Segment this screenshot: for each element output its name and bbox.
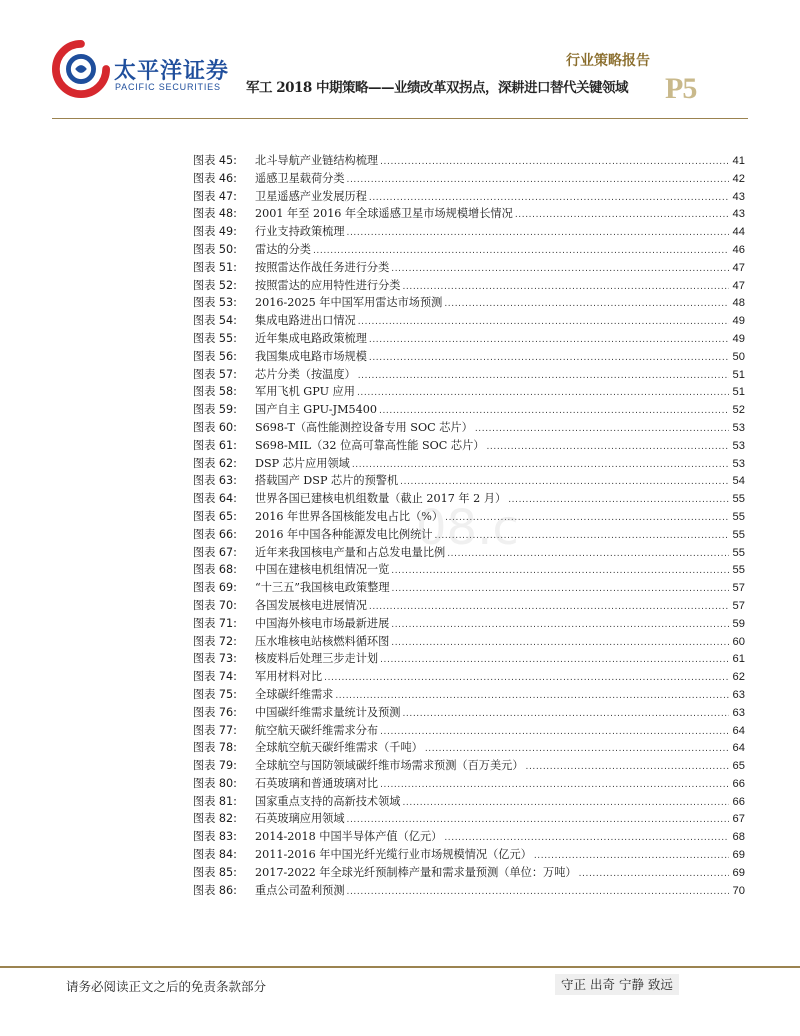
toc-entry-title: 2016 年世界各国核能发电占比（%） — [255, 509, 444, 523]
toc-entry-leader — [347, 884, 729, 902]
header-divider — [52, 118, 748, 119]
toc-entry-label: 图表 81: — [193, 794, 237, 808]
toc-entry-label: 图表 75: — [193, 687, 237, 701]
toc-entry-page: 51 — [732, 386, 745, 399]
toc-entry-page: 47 — [732, 279, 745, 292]
toc-entry-label: 图表 74: — [193, 670, 237, 684]
toc-entry-title: 集成电路进出口情况 — [255, 314, 356, 328]
toc-entry[interactable] — [193, 170, 745, 188]
toc-entry[interactable] — [193, 775, 745, 793]
toc-entry-page: 46 — [732, 243, 745, 256]
toc-entry-page: 49 — [732, 332, 745, 345]
toc-entry-label: 图表 59: — [193, 403, 237, 417]
toc-entry-page: 61 — [732, 653, 745, 666]
toc-entry-title: 各国发展核电进展情况 — [255, 598, 367, 612]
toc-entry-leader — [380, 652, 729, 670]
toc-entry-title: 按照雷达的应用特性进行分类 — [255, 278, 401, 292]
toc-entry-title: 我国集成电路市场规模 — [255, 349, 367, 363]
toc-entry-label: 图表 65: — [193, 509, 237, 523]
toc-entry-label: 图表 53: — [193, 296, 237, 310]
toc-entry-label: 图表 76: — [193, 705, 237, 719]
toc-entry-page: 64 — [732, 724, 745, 737]
toc-entry-page: 55 — [732, 510, 745, 523]
toc-entry-leader — [352, 457, 729, 475]
toc-entry-page: 43 — [732, 208, 745, 221]
toc-entry-label: 图表 67: — [193, 545, 237, 559]
toc-entry-title: 全球碳纤维需求 — [255, 687, 334, 701]
toc-entry[interactable] — [193, 739, 745, 757]
toc-entry[interactable] — [193, 294, 745, 312]
toc-entry-page: 44 — [732, 226, 745, 239]
toc-entry[interactable] — [193, 864, 745, 882]
toc-entry-label: 图表 46: — [193, 171, 237, 185]
toc-entry-title: 近年集成电路政策梳理 — [255, 331, 367, 345]
toc-entry[interactable] — [193, 205, 745, 223]
report-title: 军工 2018 中期策略——业绩改革双拐点，深耕进口替代关键领域 — [246, 80, 628, 96]
toc-entry-label: 图表 50: — [193, 242, 237, 256]
toc-entry-leader — [380, 154, 729, 172]
toc-entry[interactable] — [193, 686, 745, 704]
toc-entry-leader — [515, 207, 729, 225]
toc-entry-leader — [369, 350, 729, 368]
toc-entry-leader — [391, 261, 729, 279]
toc-entry-page: 70 — [732, 884, 745, 897]
toc-entry-label: 图表 79: — [193, 759, 237, 773]
toc-entry-page: 68 — [732, 831, 745, 844]
toc-entry-leader — [347, 225, 729, 243]
watermark: 08.c — [416, 500, 519, 556]
toc-entry-title: 行业支持政策梳理 — [255, 225, 345, 239]
toc-entry-page: 57 — [732, 582, 745, 595]
toc-entry-label: 图表 55: — [193, 331, 237, 345]
toc-entry-label: 图表 72: — [193, 634, 237, 648]
toc-entry-page: 43 — [732, 190, 745, 203]
toc-entry-title: 2001 年至 2016 年全球遥感卫星市场规模增长情况 — [255, 207, 513, 221]
toc-entry-title: 全球航空与国防领域碳纤维市场需求预测（百万美元） — [255, 759, 524, 773]
toc-entry[interactable] — [193, 241, 745, 259]
toc-entry-label: 图表 64: — [193, 492, 237, 506]
toc-entry-leader — [347, 172, 729, 190]
toc-entry-label: 图表 48: — [193, 207, 237, 221]
toc-entry-page: 42 — [732, 172, 745, 185]
toc-entry-label: 图表 51: — [193, 260, 237, 274]
toc-entry-leader — [391, 563, 729, 581]
toc-entry-label: 图表 54: — [193, 314, 237, 328]
toc-entry-page: 53 — [732, 457, 745, 470]
toc-entry-label: 图表 71: — [193, 616, 237, 630]
toc-entry-page: 69 — [732, 849, 745, 862]
toc-entry[interactable] — [193, 437, 745, 455]
toc-entry-title: DSP 芯片应用领域 — [255, 456, 350, 470]
toc-entry-label: 图表 62: — [193, 456, 237, 470]
toc-entry-title: 国产自主 GPU-JM5400 — [255, 403, 377, 417]
toc-entry-leader — [486, 439, 729, 457]
toc-entry[interactable] — [193, 828, 745, 846]
toc-entry-title: 2016 年中国各种能源发电比例统计 — [255, 527, 433, 541]
toc-entry-title: 世界各国已建核电机组数量（截止 2017 年 2 月） — [255, 492, 507, 506]
toc-entry-leader — [391, 617, 729, 635]
toc-entry-page: 69 — [732, 866, 745, 879]
toc-entry-title: 近年来我国核电产量和占总发电量比例 — [255, 545, 446, 559]
toc-entry[interactable] — [193, 668, 745, 686]
toc-entry-page: 60 — [732, 635, 745, 648]
toc-entry[interactable] — [193, 223, 745, 241]
toc-entry-title: 按照雷达作战任务进行分类 — [255, 260, 390, 274]
toc-entry-title: 石英玻璃应用领域 — [255, 812, 345, 826]
toc-entry-label: 图表 49: — [193, 225, 237, 239]
toc-entry[interactable] — [193, 704, 745, 722]
toc-entry-title: 芯片分类（按温度） — [255, 367, 356, 381]
toc-entry[interactable] — [193, 793, 745, 811]
toc-entry-title: 雷达的分类 — [255, 242, 311, 256]
toc-entry-title: 遥感卫星载荷分类 — [255, 171, 345, 185]
toc-entry-page: 49 — [732, 315, 745, 328]
toc-entry-page: 66 — [732, 795, 745, 808]
toc-entry[interactable] — [193, 882, 745, 900]
toc-entry-page: 64 — [732, 742, 745, 755]
toc-entry-leader — [380, 724, 729, 742]
toc-entry-label: 图表 69: — [193, 581, 237, 595]
toc-entry-leader — [402, 706, 729, 724]
toc-entry[interactable] — [193, 348, 745, 366]
toc-entry[interactable] — [193, 401, 745, 419]
toc-entry-leader — [358, 368, 729, 386]
toc-entry-title: 航空航天碳纤维需求分布 — [255, 723, 379, 737]
toc-entry-label: 图表 66: — [193, 527, 237, 541]
toc-entry-title: 石英玻璃和普通玻璃对比 — [255, 776, 379, 790]
logo-company-name-en: PACIFIC SECURITIES — [115, 82, 221, 92]
toc-entry[interactable] — [193, 259, 745, 277]
footer-disclaimer: 请务必阅读正文之后的免责条款部分 — [66, 979, 267, 994]
toc-entry-leader — [508, 492, 729, 510]
toc-entry-label: 图表 61: — [193, 438, 237, 452]
toc-entry-page: 57 — [732, 599, 745, 612]
toc-entry[interactable] — [193, 188, 745, 206]
toc-entry[interactable] — [193, 615, 745, 633]
toc-entry-page: 55 — [732, 528, 745, 541]
toc-entry-page: 66 — [732, 777, 745, 790]
toc-entry-label: 图表 77: — [193, 723, 237, 737]
toc-entry-title: 2016-2025 年中国军用雷达市场预测 — [255, 296, 443, 310]
toc-entry[interactable] — [193, 810, 745, 828]
toc-entry-label: 图表 70: — [193, 598, 237, 612]
toc-entry-leader — [357, 385, 729, 403]
toc-entry-page: 59 — [732, 617, 745, 630]
toc-entry-leader — [579, 866, 729, 884]
toc-entry[interactable] — [193, 277, 745, 295]
toc-entry-label: 图表 60: — [193, 420, 237, 434]
toc-entry-page: 62 — [732, 671, 745, 684]
toc-entry[interactable] — [193, 455, 745, 473]
toc-entry-title: 压水堆核电站核燃料循环图 — [255, 634, 390, 648]
toc-entry[interactable] — [193, 846, 745, 864]
toc-entry-leader — [392, 581, 729, 599]
logo-company-name-cn: 太平洋证券 — [114, 59, 230, 84]
toc-entry-page: 41 — [732, 155, 745, 167]
toc-entry-leader — [402, 795, 729, 813]
toc-entry-label: 图表 56: — [193, 349, 237, 363]
toc-entry[interactable] — [193, 330, 745, 348]
toc-entry-title: 2011-2016 年中国光纤光缆行业市场规模情况（亿元） — [255, 848, 532, 862]
toc-entry-label: 图表 83: — [193, 830, 237, 844]
toc-entry-label: 图表 85: — [193, 865, 237, 879]
toc-entry[interactable] — [193, 383, 745, 401]
toc-entry-leader — [475, 421, 729, 439]
toc-entry-page: 65 — [732, 760, 745, 773]
footer-motto: 守正 出奇 宁静 致远 — [555, 974, 679, 995]
toc-entry-leader — [444, 296, 729, 314]
toc-entry-page: 48 — [732, 297, 745, 310]
toc-entry-label: 图表 84: — [193, 848, 237, 862]
toc-entry-label: 图表 58: — [193, 385, 237, 399]
toc-entry-leader — [526, 759, 729, 777]
toc-entry-page: 67 — [732, 813, 745, 826]
toc-entry-title: 北斗导航产业链结构梳理 — [255, 154, 379, 167]
toc-entry[interactable] — [193, 650, 745, 668]
toc-entry-leader — [369, 332, 729, 350]
toc-entry-title: 军用材料对比 — [255, 670, 323, 684]
toc-entry-title: “十三五”我国核电政策整理 — [255, 581, 390, 595]
toc-entry-page: 54 — [732, 475, 745, 488]
toc-entry[interactable] — [193, 579, 745, 597]
toc-entry-label: 图表 78: — [193, 741, 237, 755]
toc-entry-label: 图表 86: — [193, 883, 237, 897]
toc-entry-title: 核废料后处理三步走计划 — [255, 652, 379, 666]
toc-entry-title: 全球航空航天碳纤维需求（千吨） — [255, 741, 423, 755]
report-type: 行业策略报告 — [566, 53, 650, 69]
toc-entry[interactable] — [193, 152, 745, 170]
toc-entry[interactable] — [193, 419, 745, 437]
toc-entry-leader — [402, 279, 729, 297]
toc-entry-page: 55 — [732, 564, 745, 577]
toc-entry-leader — [324, 670, 729, 688]
toc-entry-title: 卫星遥感产业发展历程 — [255, 189, 367, 203]
toc-entry-leader — [391, 635, 729, 653]
toc-entry-label: 图表 80: — [193, 776, 237, 790]
toc-entry-page: 50 — [732, 350, 745, 363]
toc-entry[interactable] — [193, 757, 745, 775]
toc-entry-title: 军用飞机 GPU 应用 — [255, 385, 355, 399]
toc-entry-page: 53 — [732, 421, 745, 434]
footer-divider — [0, 966, 800, 968]
toc-entry-title: 中国碳纤维需求量统计及预测 — [255, 705, 401, 719]
toc-entry-title: 2014-2018 中国半导体产值（亿元） — [255, 830, 443, 844]
toc-entry[interactable] — [193, 366, 745, 384]
toc-entry-title: 中国海外核电市场最新进展 — [255, 616, 390, 630]
toc-entry-page: 51 — [732, 368, 745, 381]
toc-entry-leader — [358, 314, 729, 332]
toc-entry-label: 图表 73: — [193, 652, 237, 666]
toc-entry-leader — [369, 599, 729, 617]
toc-entry-label: 图表 82: — [193, 812, 237, 826]
toc-entry-title: 重点公司盈利预测 — [255, 883, 345, 897]
toc-entry-label: 图表 45: — [193, 154, 237, 167]
toc-entry-title: S698-T（高性能测控设备专用 SOC 芯片） — [255, 420, 473, 434]
toc-entry[interactable] — [193, 633, 745, 651]
toc-entry-title: 中国在建核电机组情况一览 — [255, 563, 390, 577]
toc-entry-title: 2017-2022 年全球光纤预制棒产量和需求量预测（单位：万吨） — [255, 865, 577, 879]
toc-entry-title: S698-MIL（32 位高可靠高性能 SOC 芯片） — [255, 438, 485, 452]
toc-entry-label: 图表 52: — [193, 278, 237, 292]
toc-entry-leader — [380, 777, 729, 795]
page-number: P5 — [665, 72, 697, 105]
toc-entry-page: 55 — [732, 546, 745, 559]
pacific-securities-logo-icon — [52, 40, 110, 98]
toc-entry[interactable] — [193, 597, 745, 615]
toc-entry[interactable] — [193, 472, 745, 490]
toc-entry-page: 63 — [732, 706, 745, 719]
toc-entry-page: 53 — [732, 439, 745, 452]
toc-entry[interactable] — [193, 722, 745, 740]
toc-entry-page: 52 — [732, 404, 745, 417]
toc-entry-page: 47 — [732, 261, 745, 274]
toc-entry-page: 55 — [732, 493, 745, 506]
toc-entry-label: 图表 47: — [193, 189, 237, 203]
toc-entry-label: 图表 57: — [193, 367, 237, 381]
toc-entry[interactable] — [193, 312, 745, 330]
toc-entry-label: 图表 68: — [193, 563, 237, 577]
toc-entry-title: 国家重点支持的高新技术领域 — [255, 794, 401, 808]
toc-entry-page: 63 — [732, 688, 745, 701]
toc-entry-label: 图表 63: — [193, 474, 237, 488]
toc-entry[interactable] — [193, 561, 745, 579]
toc-entry-title: 搭载国产 DSP 芯片的预警机 — [255, 474, 399, 488]
